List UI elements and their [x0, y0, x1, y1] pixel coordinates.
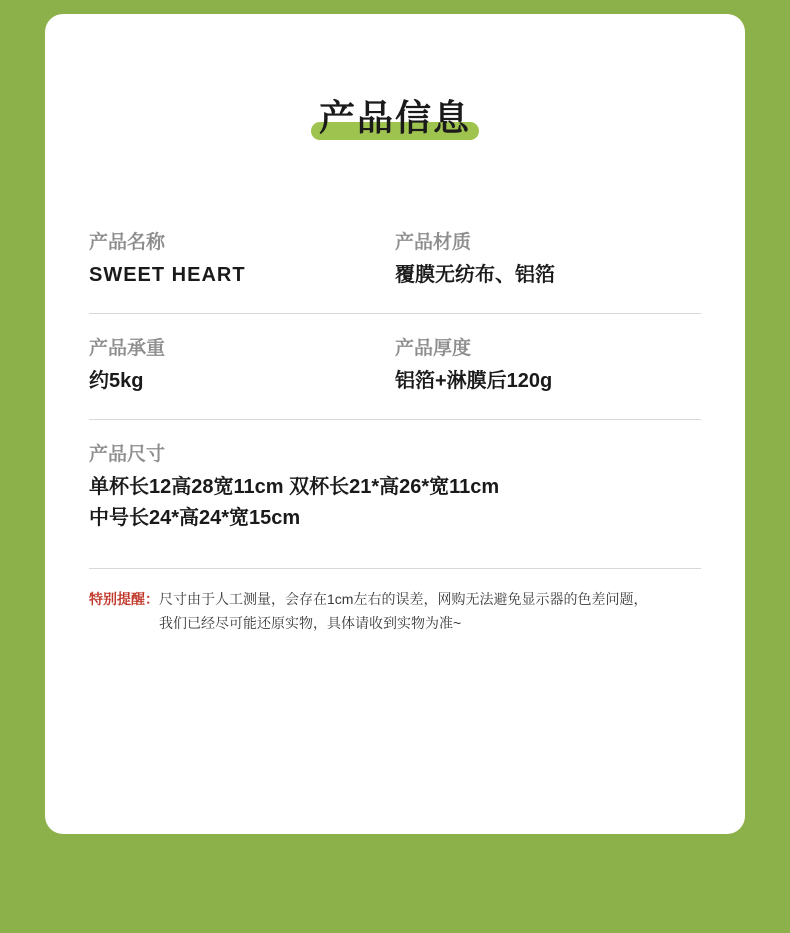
spec-label: 产品厚度 [395, 338, 472, 359]
spec-cell-size [89, 440, 701, 534]
divider [89, 313, 701, 314]
spec-value-secondary: 中号长24*高24*宽15cm [89, 507, 301, 529]
spec-cell-material [395, 228, 701, 291]
divider [89, 568, 701, 569]
spec-cell-product-name [89, 228, 395, 291]
special-notice-text [159, 587, 701, 635]
spec-label: 产品名称 [89, 232, 166, 253]
spec-label: 产品材质 [395, 232, 472, 253]
spec-value: SWEET HEART [89, 264, 246, 286]
spec-row [89, 334, 701, 397]
spec-value: 约5kg [89, 370, 144, 392]
spec-label: 产品承重 [89, 338, 166, 359]
special-notice-line-2: 我们已经尽可能还原实物，具体请收到实物为准~ [159, 615, 462, 631]
spec-cell-load-capacity [89, 334, 395, 397]
spec-value: 单杯长12高28宽11cm 双杯长21*高26*宽11cm [89, 476, 500, 498]
special-notice [89, 587, 701, 635]
spec-value: 铝箔+淋膜后120g [395, 370, 553, 392]
info-card [45, 14, 745, 834]
page-title: 产品信息 [318, 97, 471, 138]
spec-row [89, 228, 701, 291]
spec-label: 产品尺寸 [89, 444, 166, 465]
spec-row [89, 440, 701, 534]
spec-value: 覆膜无纺布、铝箔 [395, 264, 555, 286]
divider [89, 419, 701, 420]
page-title-wrap [45, 96, 745, 156]
special-notice-line-1: 尺寸由于人工测量，会存在1cm左右的误差，网购无法避免显示器的色差问题， [159, 591, 648, 607]
special-notice-label: 特别提醒： [89, 591, 159, 607]
spec-cell-thickness [395, 334, 701, 397]
spec-table [89, 156, 701, 635]
